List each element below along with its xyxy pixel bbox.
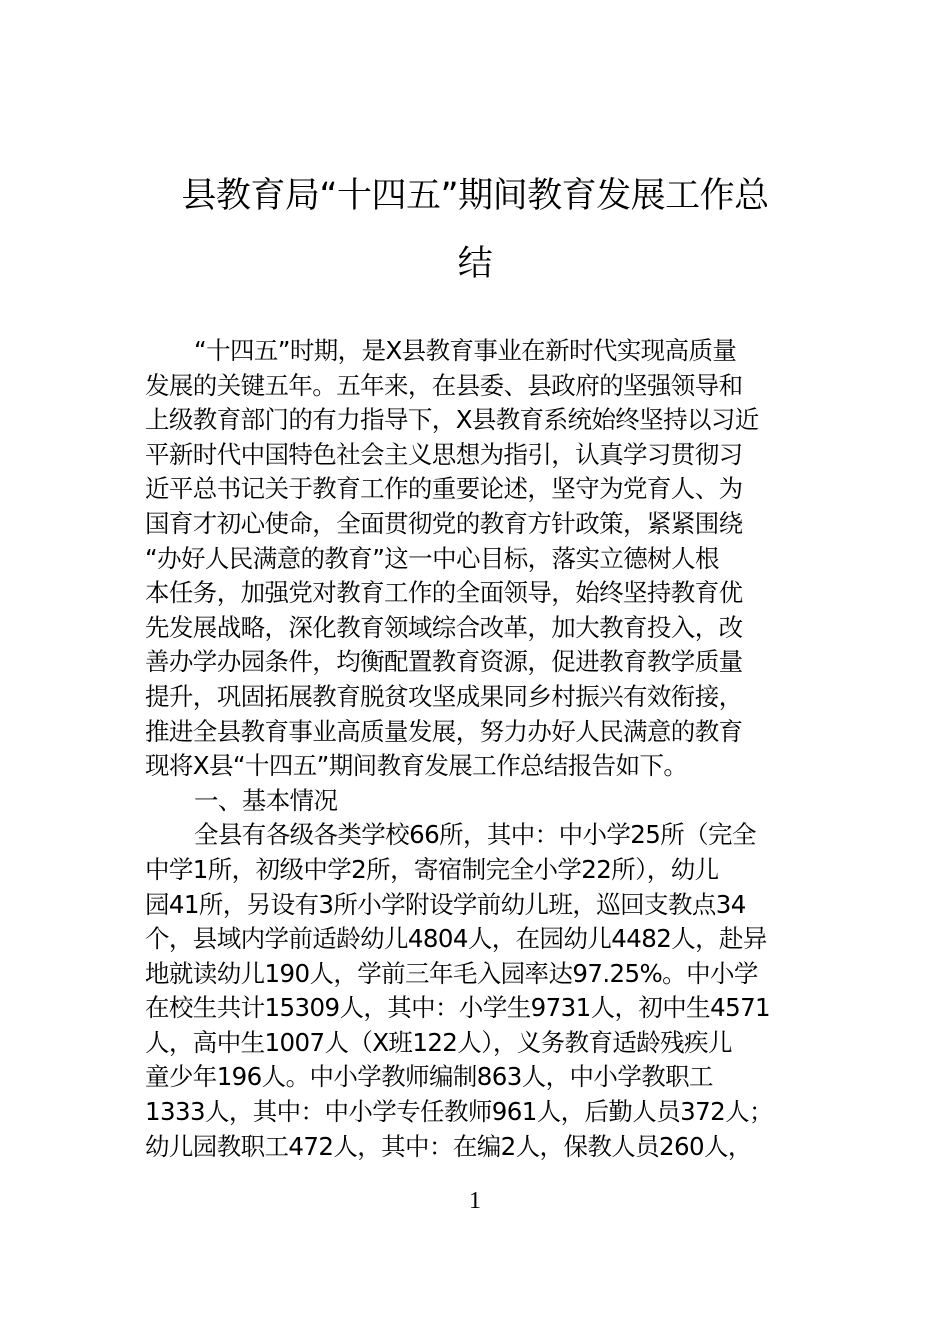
text-line: 人，高中生1007人（X班122人），义务教育适龄残疾儿 <box>145 1027 732 1057</box>
text-line: 中学1所，初级中学2所，寄宿制完全小学22所），幼儿 <box>145 854 719 884</box>
text-line: 平新时代中国特色社会主义思想为指引，认真学习贯彻习 <box>145 439 743 469</box>
text-line: “十四五”时期，是X县教育事业在新时代实现高质量 <box>194 336 737 365</box>
text-line: 童少年196人。中小学教师编制863人，中小学教职工 <box>145 1062 713 1092</box>
text-line: 善办学办园条件，均衡配置教育资源，促进教育教学质量 <box>145 647 743 677</box>
intro-paragraph <box>145 334 835 784</box>
text-line: 本任务，加强党对教育工作的全面领导，始终坚持教育优 <box>145 578 743 608</box>
text-line: 幼儿园教职工472人，其中：在编2人，保教人员260人， <box>145 1131 752 1161</box>
text-line: 全县有各级各类学校66所，其中：中小学25所（完全 <box>194 820 756 850</box>
text-line: 国育才初心使命，全面贯彻党的教育方针政策，紧紧围绕 <box>145 508 743 538</box>
title-line-2: 结 <box>457 244 493 284</box>
text-line: 先发展战略，深化教育领域综合改革，加大教育投入，改 <box>145 612 743 642</box>
text-line: 推进全县教育事业高质量发展，努力办好人民满意的教育 <box>145 716 743 746</box>
basic-info-paragraph <box>145 818 835 1164</box>
text-line: “办好人民满意的教育”这一中心目标，落实立德树人根 <box>145 543 719 573</box>
text-line: 园41所，另设有3所小学附设学前幼儿班，巡回支教点34 <box>145 889 746 919</box>
text-line: 上级教育部门的有力指导下，X县教育系统始终坚持以习近 <box>145 405 759 435</box>
text-line: 提升，巩固拓展教育脱贫攻坚成果同乡村振兴有效衔接， <box>145 681 743 711</box>
text-line: 发展的关键五年。五年来，在县委、县政府的坚强领导和 <box>145 370 743 400</box>
text-line: 个，县域内学前适龄幼儿4804人，在园幼儿4482人，赴异 <box>145 924 767 954</box>
section-heading: 一、基本情况 <box>194 785 338 815</box>
document-body <box>145 334 835 1164</box>
text-line: 地就读幼儿190人，学前三年毛入园率达97.25%。中小学 <box>145 958 758 988</box>
document-title <box>140 162 810 298</box>
title-line-1: 县教育局“十四五”期间教育发展工作总 <box>181 176 769 216</box>
text-line: 在校生共计15309人，其中：小学生9731人，初中生4571 <box>145 993 771 1023</box>
text-line: 近平总书记关于教育工作的重要论述，坚守为党育人、为 <box>145 474 743 504</box>
section-heading-basic-info <box>145 784 835 819</box>
page-number: 1 <box>469 1188 481 1214</box>
text-line: 现将X县“十四五”期间教育发展工作总结报告如下。 <box>145 751 688 781</box>
text-line: 1333人，其中：中小学专任教师961人，后勤人员372人； <box>145 1097 773 1127</box>
